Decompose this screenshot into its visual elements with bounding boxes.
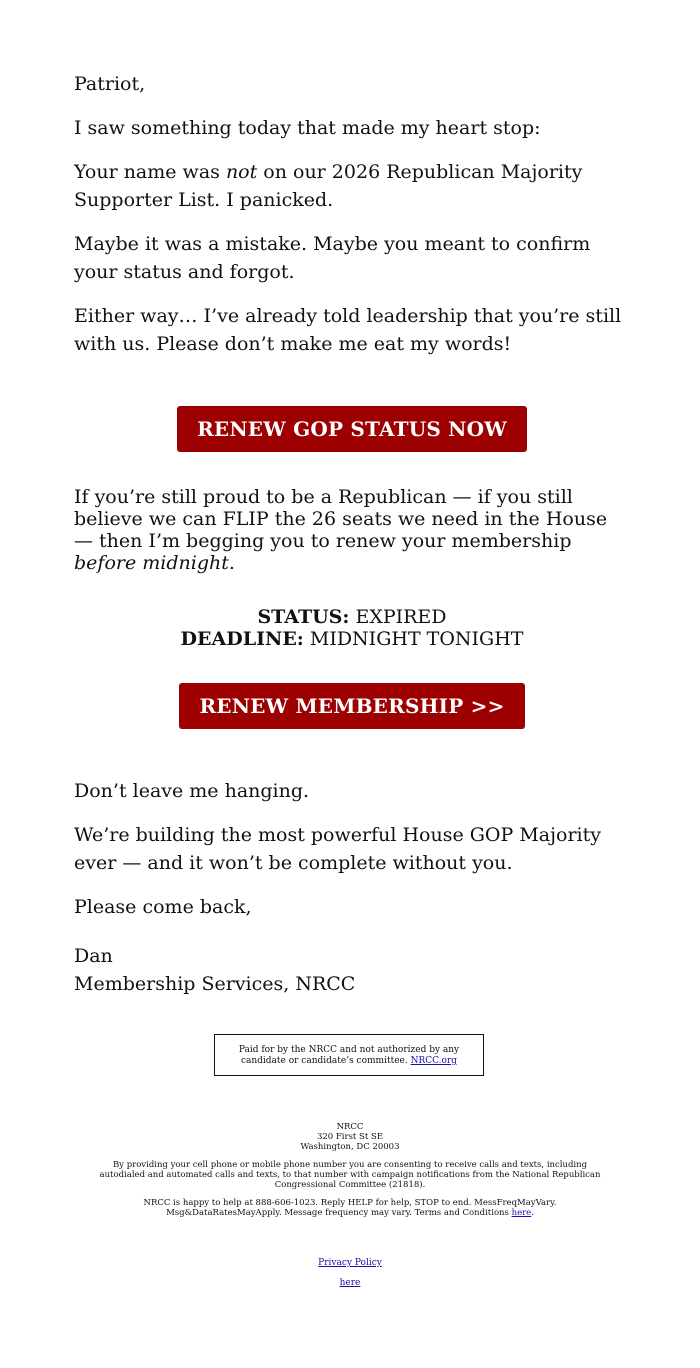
- hanging-paragraph: Don’t leave me hanging.: [74, 780, 310, 802]
- supporter-list-paragraph: [74, 158, 630, 214]
- footer-address-line2: Washington, DC 20003: [300, 1142, 400, 1152]
- footer: [90, 1122, 610, 1226]
- help-text: NRCC is happy to help at 888-606-1023. Reply HELP for help, STOP to end. MessFreqMayVary. Msg&DataRatesMayApply. Message frequency may vary. Terms and Conditions: [143, 1198, 557, 1218]
- majority-paragraph: We’re building the most powerful House GOP Majority ever — and it won’t be complete without you.: [74, 824, 601, 874]
- cta1-wrapper: [74, 406, 630, 452]
- mistake-paragraph: Maybe it was a mistake. Maybe you meant to confirm your status and forgot.: [74, 233, 591, 283]
- proud-paragraph: [74, 486, 630, 574]
- come-back-paragraph: Please come back,: [74, 896, 252, 918]
- text-segment: on our 2026 Republican Majority Supporter List. I panicked.: [74, 161, 583, 211]
- paid-for-disclaimer: [214, 1034, 484, 1076]
- emphasis-not: not: [225, 161, 258, 183]
- footer-links: [0, 1257, 700, 1297]
- privacy-policy-link[interactable]: Privacy Policy: [318, 1258, 382, 1268]
- status-line: [74, 606, 630, 628]
- status-block: [74, 606, 630, 650]
- greeting: Patriot,: [74, 73, 146, 95]
- footer-help: [90, 1198, 610, 1218]
- signature: [74, 942, 630, 998]
- signature-name: Dan: [74, 945, 113, 967]
- text-segment: Your name was: [74, 161, 226, 183]
- status-label: STATUS:: [257, 606, 350, 628]
- deadline-label: DEADLINE:: [180, 628, 304, 650]
- disclaimer-text: Paid for by the NRCC and not authorized by any candidate or candidate’s committee.: [238, 1045, 460, 1066]
- leadership-paragraph: Either way… I’ve already told leadership that you’re still with us. Please don’t make me eat my words!: [74, 305, 622, 355]
- intro-paragraph: I saw something today that made my heart stop:: [74, 117, 541, 139]
- renew-membership-button[interactable]: RENEW MEMBERSHIP >>: [179, 683, 524, 729]
- email-body: [74, 70, 630, 998]
- unsubscribe-here-link[interactable]: here: [339, 1278, 361, 1288]
- footer-consent: By providing your cell phone or mobile phone number you are consenting to receive calls and texts, including autodialed and automated calls and texts, to that number with campaign notifications from the National Republican Congressional Committee (21818).: [99, 1160, 601, 1190]
- deadline-line: [74, 628, 630, 650]
- help-end: .: [531, 1208, 534, 1218]
- footer-org: NRCC: [336, 1122, 364, 1132]
- nrcc-org-link[interactable]: NRCC.org: [410, 1056, 458, 1066]
- signature-title: Membership Services, NRCC: [74, 973, 356, 995]
- deadline-value: MIDNIGHT TONIGHT: [303, 628, 524, 650]
- terms-here-link[interactable]: here: [511, 1208, 532, 1218]
- footer-address: [90, 1122, 610, 1152]
- status-value: EXPIRED: [349, 606, 447, 628]
- cta2-wrapper: [74, 683, 630, 729]
- text-segment: If you’re still proud to be a Republican — if you still believe we can FLIP the 26 seats we need in the House — then I’m begging you to renew your membership: [74, 486, 608, 552]
- emphasis-before-midnight: before midnight: [74, 552, 229, 574]
- renew-gop-status-button[interactable]: RENEW GOP STATUS NOW: [177, 406, 527, 452]
- text-segment: .: [228, 552, 235, 574]
- footer-address-line1: 320 First St SE: [316, 1132, 384, 1142]
